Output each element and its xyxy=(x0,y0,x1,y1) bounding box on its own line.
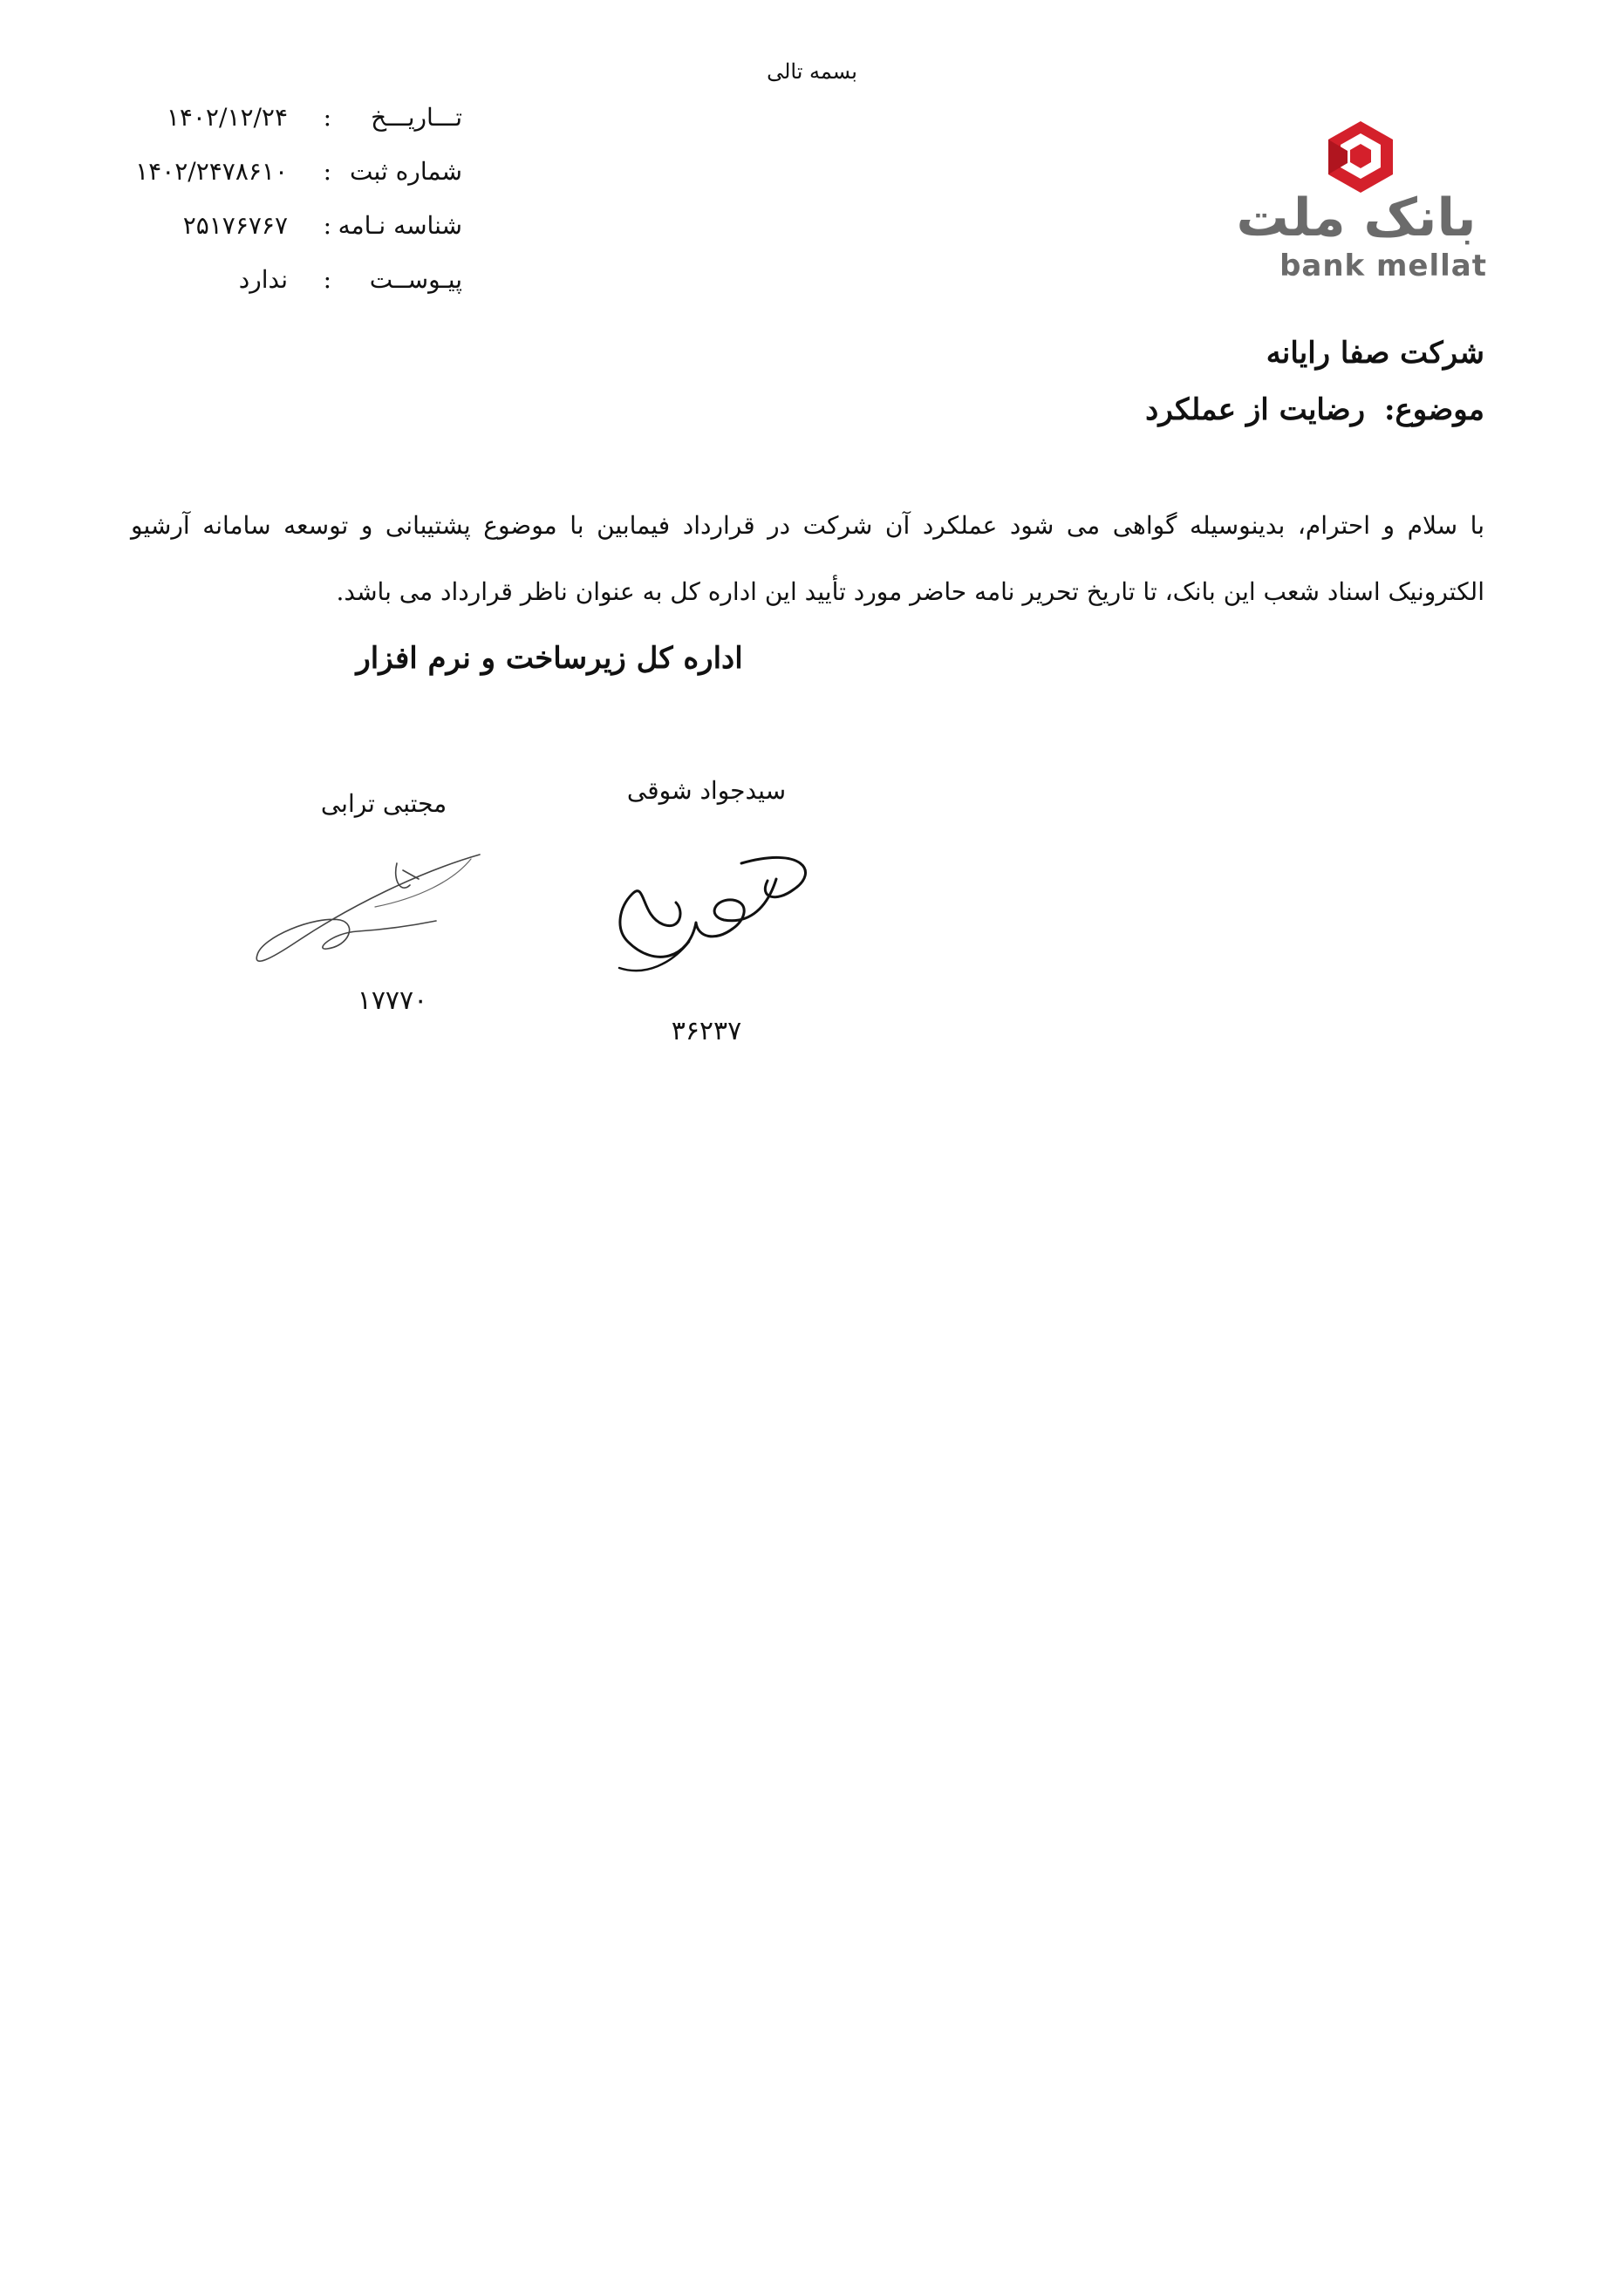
meta-attachment: پیـوســت : ندارد xyxy=(238,265,462,294)
office-name: اداره کل زیرساخت و نرم افزار xyxy=(356,641,743,676)
meta-date: تـــاریـــخ : ۱۴۰۲/۱۲/۲۴ xyxy=(166,103,462,132)
bank-logo xyxy=(1225,118,1487,283)
handwritten-signature-icon xyxy=(244,846,488,977)
personnel-number: ۱۷۷۷۰ xyxy=(357,985,428,1016)
signatory-name: سیدجواد شوقی xyxy=(626,776,787,805)
meta-value: ۱۴۰۲/۱۲/۲۴ xyxy=(166,103,288,132)
meta-value: ندارد xyxy=(238,265,288,294)
meta-value: ۲۵۱۷۶۷۶۷ xyxy=(182,211,288,240)
subject-text: رضایت از عملکرد xyxy=(1145,392,1366,427)
letter-body: با سلام و احترام، بدینوسیله گواهی می شود عملکرد آن شرکت در قرارداد فیمابین با موضوع پشتیبانی و توسعه سامانه آرشیو الکترونیک اسناد شعب این بانک، تا تاریخ تحریر نامه حاضر مورد تأیید این اداره کل به عنوان ناظر قرارداد می باشد. xyxy=(131,511,1484,606)
bank-mellat-emblem-icon xyxy=(1321,118,1400,196)
meta-registration-number: شماره ثبت : ۱۴۰۲/۲۴۷۸۶۱۰ xyxy=(135,157,462,186)
logo-text-fa: بانک ملت xyxy=(1236,187,1477,249)
meta-label: شماره ثبت xyxy=(349,157,462,186)
subject-line xyxy=(1145,392,1484,427)
meta-label: تـــاریـــخ xyxy=(371,103,462,132)
recipient: شرکت صفا رایانه xyxy=(1266,336,1484,371)
personnel-number: ۳۶۲۳۷ xyxy=(671,1016,742,1046)
meta-label: شناسه نـامه xyxy=(338,211,462,240)
meta-letter-id: شناسه نـامه : ۲۵۱۷۶۷۶۷ xyxy=(182,211,462,240)
bismillah-heading: بسمه تالی xyxy=(767,59,857,84)
subject-label: موضوع: xyxy=(1383,392,1484,427)
letter-meta xyxy=(131,103,462,319)
signatory-name: مجتبی ترابی xyxy=(320,789,447,818)
logo-text-en: bank mellat xyxy=(1279,249,1487,283)
meta-value: ۱۴۰۲/۲۴۷۸۶۱۰ xyxy=(135,157,288,186)
meta-label: پیـوســت xyxy=(369,265,462,294)
handwritten-signature-icon xyxy=(593,837,820,994)
